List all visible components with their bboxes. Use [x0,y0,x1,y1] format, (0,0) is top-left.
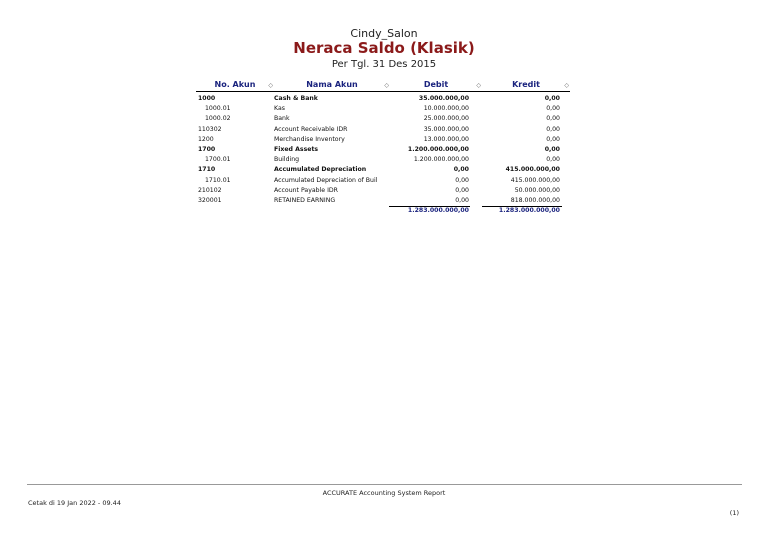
kredit-value: 0,00 [546,125,560,133]
header-divider [196,91,570,92]
debit-value: 0,00 [455,186,469,194]
kredit-value: 0,00 [544,95,560,102]
kredit-value: 0,00 [546,135,560,143]
debit-value: 13.000.000,00 [423,135,469,143]
debit-value: 0,00 [455,196,469,204]
column-label: Debit [423,80,449,89]
table-row [196,94,570,104]
debit-value: 0,00 [453,166,469,174]
debit-value: 10.000.000,00 [423,105,469,113]
column-label: Kredit [512,80,540,89]
kredit-value: 50.000.000,00 [514,186,560,194]
report-title: Neraca Saldo (Klasik) [293,39,475,57]
table-row [196,104,570,114]
debit-value: 35.000.000,00 [423,125,469,133]
account-name: Merchandise Inventory [274,135,345,143]
account-number: 210102 [198,186,222,194]
account-name: Account Receivable IDR [274,125,348,133]
account-number: 1710 [198,166,216,174]
debit-value: 1.200.000.000,00 [407,145,469,153]
account-name: Account Payable IDR [274,186,338,194]
account-number: 1700 [198,145,216,153]
sort-icon[interactable]: ◇ [384,82,389,89]
account-table [196,94,570,206]
table-row [196,165,570,175]
account-number: 1000.01 [205,105,231,113]
table-row [196,155,570,165]
kredit-value: 0,00 [546,105,560,113]
debit-value: 35.000.000,00 [418,95,469,102]
total-kredit: 1.283.000.000,00 [498,207,560,214]
account-number: 1000.02 [205,115,231,123]
table-row [196,114,570,124]
table-row [196,196,570,206]
account-number: 1000 [198,95,216,102]
kredit-value: 0,00 [546,115,560,123]
kredit-value: 415.000.000,00 [505,166,560,174]
table-row [196,145,570,155]
totals-row [196,206,570,216]
kredit-value: 0,00 [546,156,560,164]
account-number: 1710.01 [205,176,231,184]
account-name: Fixed Assets [274,145,319,153]
column-label: Nama Akun [306,80,358,89]
table-row [196,186,570,196]
account-name: Building [274,156,300,164]
page-number: (1) [729,509,739,517]
table-row [196,125,570,135]
account-number: 1200 [198,135,214,143]
footer-system-label: ACCURATE Accounting System Report [322,489,446,497]
account-name: Kas [274,105,285,113]
account-name: RETAINED EARNING [274,196,336,204]
kredit-value: 0,00 [544,145,560,153]
total-debit: 1.283.000.000,00 [407,207,469,214]
debit-value: 0,00 [455,176,469,184]
kredit-value: 818.000.000,00 [510,196,560,204]
report-period: Per Tgl. 31 Des 2015 [331,59,437,70]
account-name: Accumulated Depreciation [274,166,367,174]
print-timestamp: Cetak di 19 Jan 2022 - 09.44 [28,499,121,507]
table-row [196,176,570,186]
kredit-value: 415.000.000,00 [510,176,560,184]
debit-value: 25.000.000,00 [423,115,469,123]
account-name: Cash & Bank [274,95,318,102]
sort-icon[interactable]: ◇ [564,82,569,89]
account-number: 1700.01 [205,156,231,164]
table-row [196,135,570,145]
debit-value: 1.200.000.000,00 [413,156,469,164]
account-number: 320001 [198,196,222,204]
account-name: Accumulated Depreciation of Buil [274,176,378,184]
account-number: 110302 [198,125,222,133]
footer-divider [27,484,742,485]
sort-icon[interactable]: ◇ [268,82,273,89]
sort-icon[interactable]: ◇ [476,82,481,89]
account-name: Bank [274,115,290,123]
column-label: No. Akun [214,80,256,89]
company-name: Cindy_Salon [350,27,418,40]
